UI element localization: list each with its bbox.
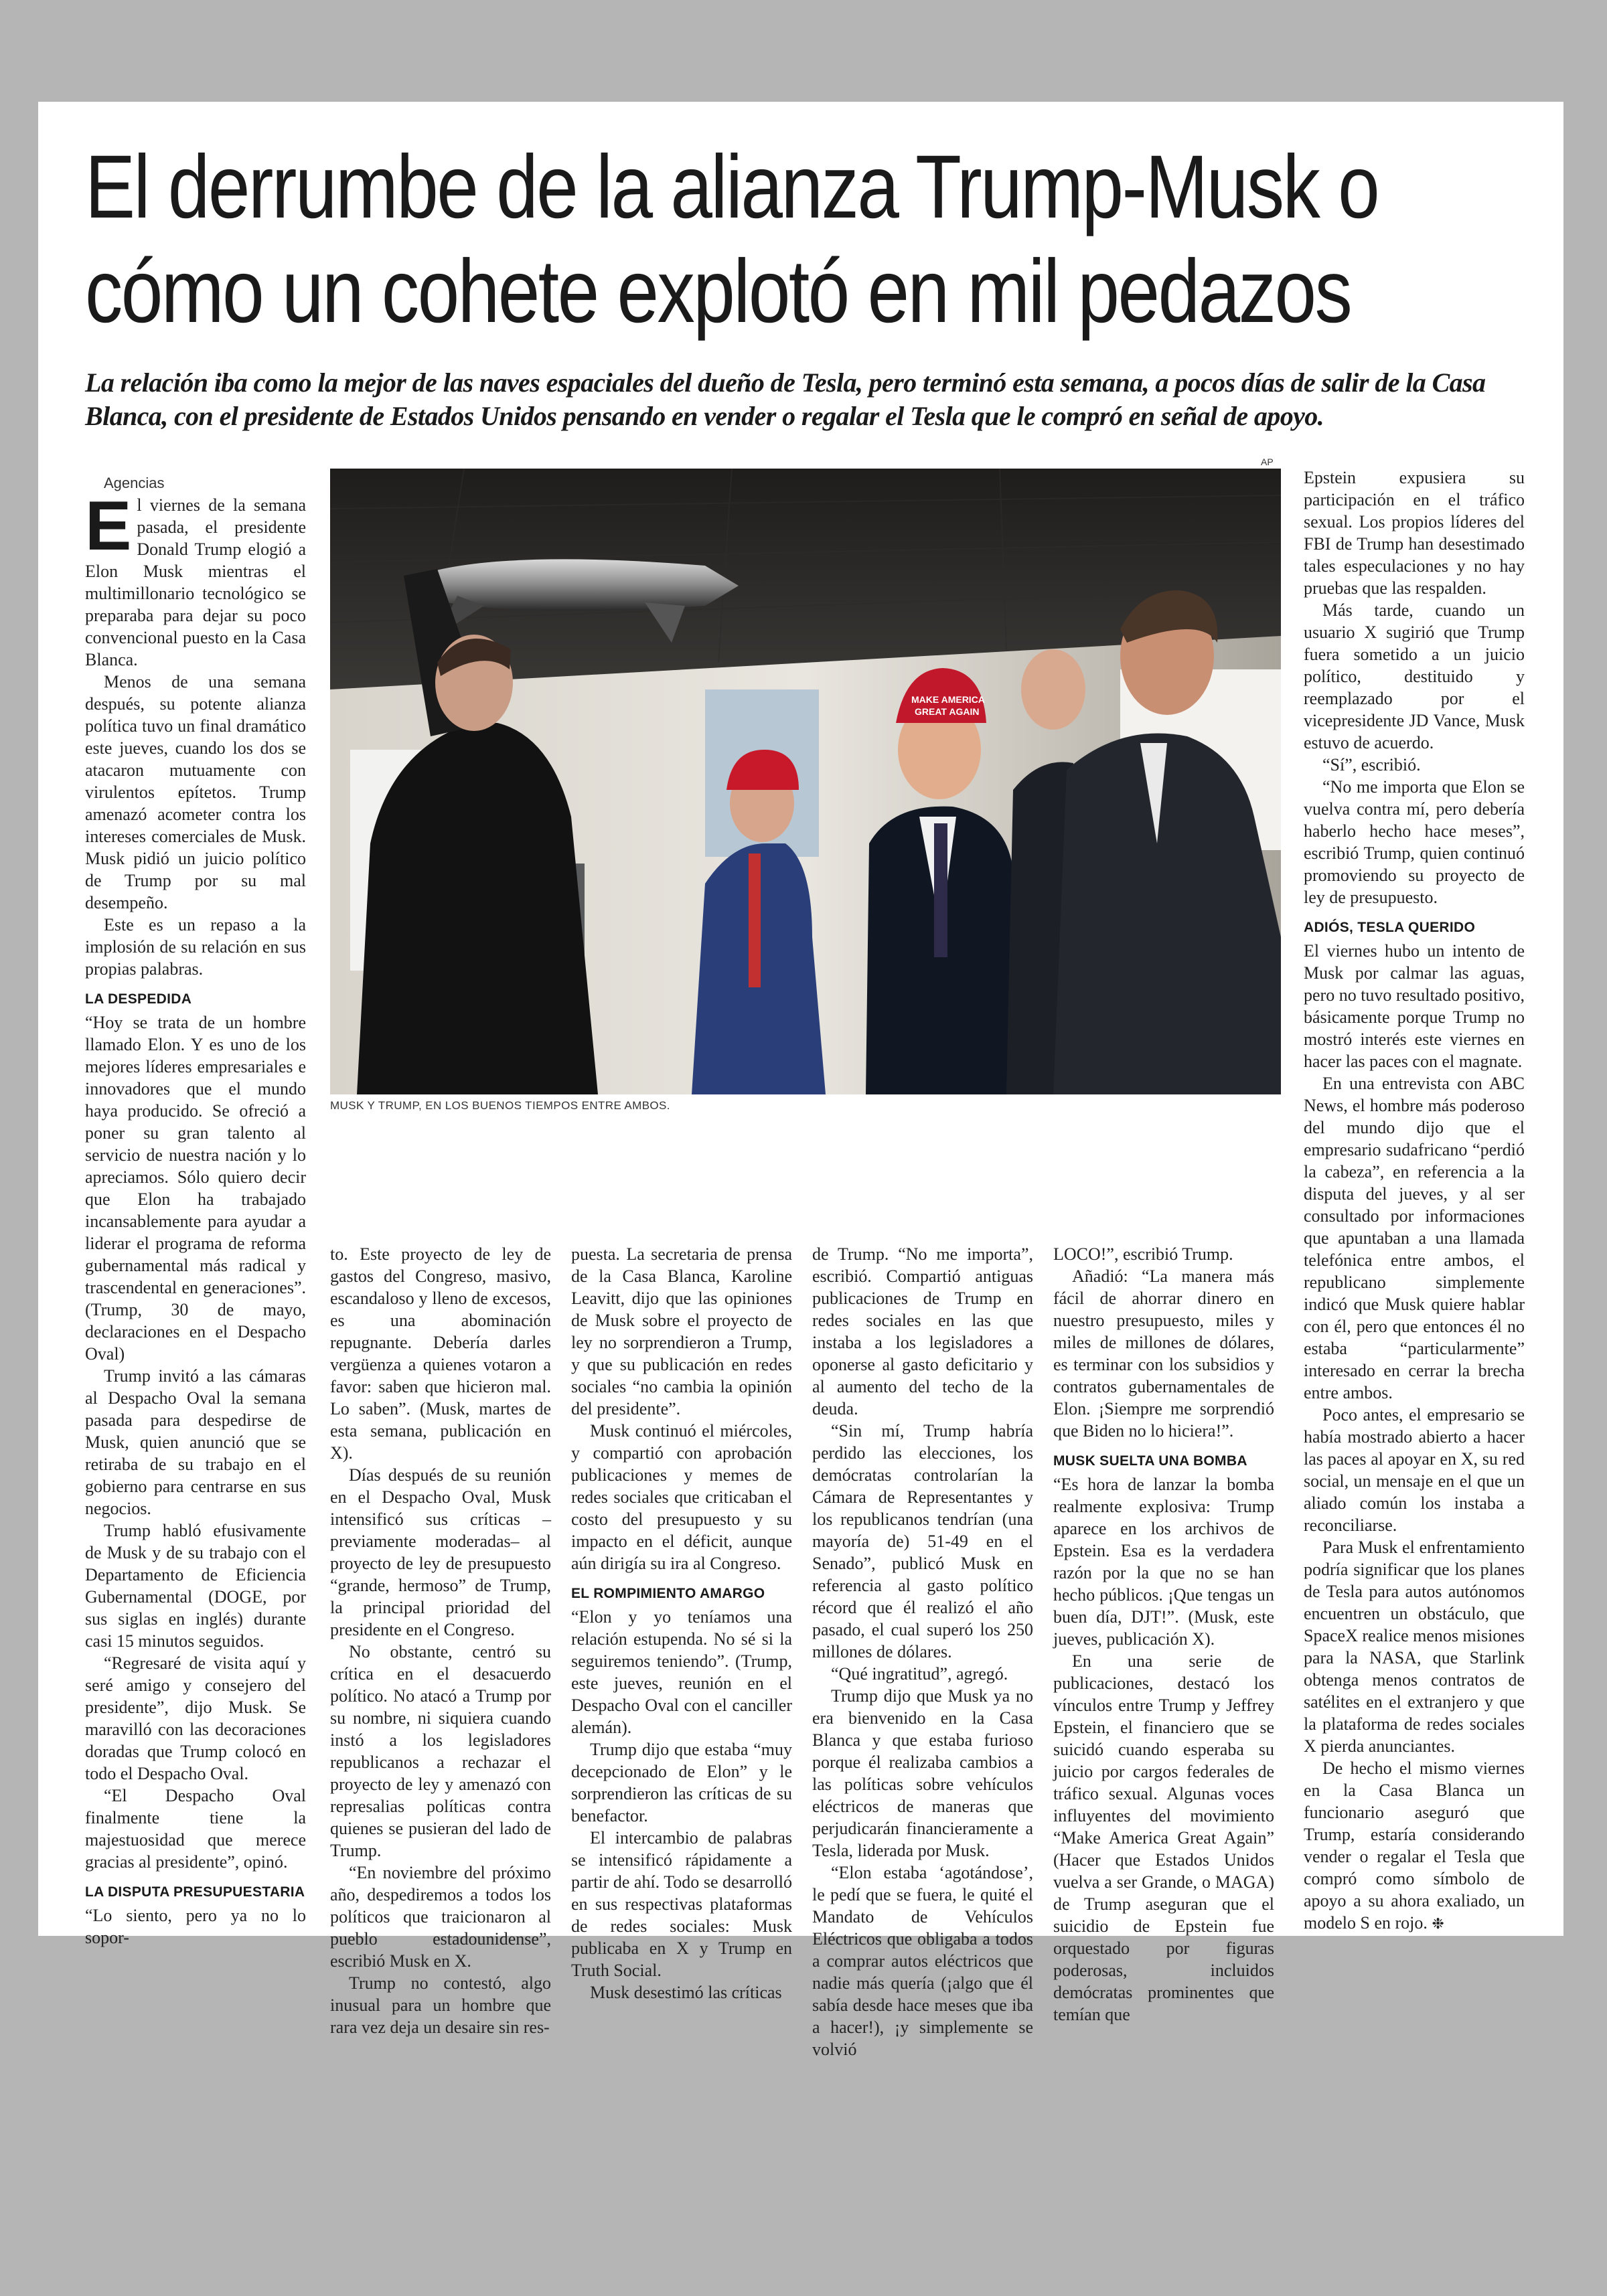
photo-credit: AP bbox=[1261, 457, 1274, 467]
paragraph: Musk continuó el miércoles, y compartió con aprobación publicaciones y memes de redes sociales que criticaban el costo del presupuesto y su impacto en el déficit, aunque aún dirigía su ira al Congreso. bbox=[571, 1421, 792, 1573]
paragraph: “Qué ingratitud”, agregó. bbox=[831, 1664, 1008, 1684]
headline-line-1: El derrumbe de la alianza Trump-Musk o bbox=[85, 137, 1379, 237]
drop-cap: E bbox=[85, 487, 132, 565]
paragraph: Poco antes, el empresario se había mostrado abierto a hacer las paces al apoyar en X, su red social, un mensaje en el que un aliado común los instaba a reconciliarse. bbox=[1304, 1405, 1525, 1535]
paragraph: Trump habló efusivamente de Musk y de su trabajo con el Departamento de Eficiencia Gubernamental (DOGE, por sus siglas en inglés) durante casi 15 minutos seguidos. bbox=[85, 1521, 306, 1651]
paragraph: Musk desestimó las críticas bbox=[590, 1983, 782, 2002]
paragraph: “Regresaré de visita aquí y seré amigo y consejero del presidente”, dijo Musk. Se maravilló con las decoraciones doradas que Trump colocó en todo el Despacho Oval. bbox=[85, 1653, 306, 1783]
cap-text-1: MAKE AMERICA bbox=[911, 694, 985, 705]
paragraph: Epstein expusiera su participación en el tráfico sexual. Los propios líderes del FBI de Trump han desestimado tales especulaciones y no hay pruebas que las respalden. bbox=[1304, 468, 1525, 598]
paragraph: Trump dijo que Musk ya no era bienvenido en la Casa Blanca y que estaba furioso porque él realizaba cambios a las políticas sobre vehículos eléctricos de maneras que perjudicarán financieramente a Tesla, liderada por Musk. bbox=[812, 1686, 1033, 1860]
news-photo bbox=[330, 469, 1281, 1094]
cap-text-2: GREAT AGAIN bbox=[915, 706, 980, 717]
deck-subtitle: La relación iba como la mejor de las naves espaciales del dueño de Tesla, pero terminó esta semana, a pocos días de salir de la Casa Blanca, con el presidente de Estados Unidos pensando en vender o regalar el Tesla que le compró en señal de apoyo. bbox=[85, 367, 1486, 431]
paragraph: El viernes de la semana pasada, el presidente Donald Trump elogió a Elon Musk mientras el multimillonario tecnológico se preparaba para dejar su poco convencional puesto en la Casa Blanca. bbox=[85, 487, 306, 669]
paragraph: “Elon estaba ‘agotándose’, le pedí que se fuera, le quité el Mandato de Vehículos Eléctricos que obligaba a todos a comprar autos eléctricos que nadie más quería (¡algo que él sabía desde hace meses que iba a hacer!), ¡y simplemente se volvió bbox=[812, 1863, 1033, 2059]
paragraph: No obstante, centró su crítica en el desacuerdo político. No atacó a Trump por su nombre, ni siquiera cuando instó a los legisladores republicanos a rechazar el proyecto de ley y amenazó con represalias políticas contra quienes se pusieran del lado de Trump. bbox=[330, 1642, 551, 1860]
section-heading: MUSK SUELTA UNA BOMBA bbox=[1053, 1453, 1247, 1469]
paragraph: to. Este proyecto de ley de gastos del Congreso, masivo, escandaloso y lleno de excesos, es una abominación repugnante. Debería darles vergüenza a quienes votaron a favor: saben que hicieron mal. Lo saben”. (Musk, martes de esta semana, publicación en X). bbox=[330, 1244, 551, 1463]
paragraph: Trump dijo que estaba “muy decepcionado de Elon” y le sorprendieron las críticas de su benefactor. bbox=[571, 1740, 792, 1825]
paragraph: Días después de su reunión en el Despacho Oval, Musk intensificó sus críticas –previamente moderadas– al proyecto de ley de presupuesto “grande, hermoso” de Trump, la principal prioridad del presidente en el Congreso. bbox=[330, 1465, 551, 1639]
column-5 bbox=[1053, 1243, 1274, 2026]
paragraph: de Trump. “No me importa”, escribió. Compartió antiguas publicaciones de Trump en redes sociales en las que instaba a los legisladores a oponerse al gasto deficitario y al aumento del techo de la deuda. bbox=[812, 1244, 1033, 1418]
column-6 bbox=[1304, 467, 1525, 1935]
photo-caption: MUSK Y TRUMP, EN LOS BUENOS TIEMPOS ENTRE AMBOS. bbox=[330, 1099, 670, 1112]
paragraph: “Sí”, escribió. bbox=[1322, 755, 1421, 774]
column-2 bbox=[330, 1243, 551, 2038]
section-heading: ADIÓS, TESLA QUERIDO bbox=[1304, 920, 1476, 935]
paragraph: Añadió: “La manera más fácil de ahorrar dinero en nuestro presupuesto, miles y miles de millones de dólares, es terminar con los subsidios y contratos gubernamentales de Elon. ¡Siempre me sorprendió que Biden no lo hiciera!”. bbox=[1053, 1266, 1274, 1441]
paragraph: “Hoy se trata de un hombre llamado Elon. Y es uno de los mejores líderes empresariales e innovadores que el mundo haya producido. Se ofreció a poner su gran talento al servicio de nuestra nación y lo apreciamos. Sólo quiero decir que Elon ha trabajado incansablemente para ayudar a liderar el programa de reforma gubernamental más radical y trascendental en generaciones”. (Trump, 30 de mayo, declaraciones en el Despacho Oval) bbox=[85, 1013, 306, 1364]
paragraph: Para Musk el enfrentamiento podría significar que los planes de Tesla para autos autónomos encuentren un obstáculo, que SpaceX realice menos misiones para la NASA, que Starlink obtenga menos contratos de satélites en el extranjero y que la plataforma de redes sociales X pierda anunciantes. bbox=[1304, 1538, 1525, 1756]
paragraph: Menos de una semana después, su potente alianza política tuvo un final dramático este jueves, cuando los dos se atacaron mutuamente con virulentos epítetos. Trump amenazó acometer contra los intereses comerciales de Musk. Musk pidió un juicio político de Trump por su mal desempeño. bbox=[85, 672, 306, 912]
paragraph: Más tarde, cuando un usuario X sugirió que Trump fuera sometido a un juicio político, destituido y reemplazado por el vicepresidente JD Vance, Musk estuvo de acuerdo. bbox=[1304, 600, 1525, 752]
paragraph: En una serie de publicaciones, destacó los vínculos entre Trump y Jeffrey Epstein, el financiero que se suicidó cuando esperaba su juicio por cargos federales de tráfico sexual. Algunas voces influyentes del movimiento “Make America Great Again” (Hacer que Estados Unidos vuelva a ser Grande, o MAGA) de Trump aseguran que el suicidio de Epstein fue orquestado por figuras poderosas, incluidos demócratas prominentes que temían que bbox=[1053, 1651, 1274, 2024]
paragraph: “No me importa que Elon se vuelva contra mí, pero debería haberlo hecho hace meses”, escribió Trump, quien continuó promoviendo su proyecto de ley de presupuesto. bbox=[1304, 777, 1525, 907]
column-1 bbox=[85, 472, 306, 1949]
section-heading: LA DISPUTA PRESUPUESTARIA bbox=[85, 1884, 305, 1900]
paragraph: “El Despacho Oval finalmente tiene la majestuosidad que merece gracias al presidente”, opinó. bbox=[85, 1786, 306, 1872]
paragraph: “Elon y yo teníamos una relación estupenda. No sé si la seguiremos teniendo”. (Trump, este jueves, reunión en el Despacho Oval con el canciller alemán). bbox=[571, 1607, 792, 1737]
newspaper-page bbox=[38, 102, 1563, 2059]
paragraph: puesta. La secretaria de prensa de la Casa Blanca, Karoline Leavitt, dijo que las opiniones de Musk sobre el proyecto de ley no sorprendieron a Trump, y que su publicación en redes sociales “no cambia la opinión del presidente”. bbox=[571, 1244, 792, 1418]
paragraph: “En noviembre del próximo año, despediremos a todos los políticos que traicionaron al pueblo estadounidense”, escribió Musk en X. bbox=[330, 1863, 551, 1971]
paragraph: “Sin mí, Trump habría perdido las elecciones, los demócratas controlarían la Cámara de Representantes y los republicanos tendrían (una mayoría de) 51-49 en el Senado”, publicó Musk en referencia al gasto político récord que él realizó el año pasado, el cual superó los 250 millones de dólares. bbox=[812, 1421, 1033, 1661]
headline bbox=[85, 135, 1379, 344]
paragraph: Este es un repaso a la implosión de su relación en sus propias palabras. bbox=[85, 915, 306, 979]
paragraph: Trump invitó a las cámaras al Despacho Oval la semana pasada para despedirse de Musk, quien anunció que se retiraba de su trabajo en el gobierno para centrarse en sus negocios. bbox=[85, 1366, 306, 1518]
section-heading: LA DESPEDIDA bbox=[85, 991, 192, 1007]
paragraph: En una entrevista con ABC News, el hombre más poderoso del mundo dijo que el empresario sudafricano “perdió la cabeza”, en referencia a la disputa del jueves, y al ser consultado por informaciones que apuntaban a una llamada telefónica entre ambos, el republicano simplemente indicó que Musk quiere hablar con él, pero que entonces él no estaba “particularmente” interesado en cerrar la brecha entre ambos. bbox=[1304, 1074, 1525, 1402]
headline-line-2: cómo un cohete explotó en mil pedazos bbox=[85, 242, 1351, 341]
paragraph: “Lo siento, pero ya no lo sopor- bbox=[85, 1906, 306, 1947]
column-4 bbox=[812, 1243, 1033, 2060]
paragraph: El viernes hubo un intento de Musk por calmar las aguas, pero no tuvo resultado positivo, básicamente porque Trump no mostró interés este viernes en hacer las paces con el magnate. bbox=[1304, 941, 1525, 1071]
paragraph: El intercambio de palabras se intensificó rápidamente a partir de ahí. Todo se desarrolló en sus respectivas plataformas de redes sociales: Musk publicaba en X y Trump en Truth Social. bbox=[571, 1828, 792, 1980]
section-heading: EL ROMPIMIENTO AMARGO bbox=[571, 1586, 765, 1601]
photo-illustration bbox=[330, 469, 1281, 1094]
paragraph: “Es hora de lanzar la bomba realmente explosiva: Trump aparece en los archivos de Epstein. Esa es la verdadera razón por la que no se han hecho públicos. ¡Que tengas un buen día, DJT!”. (Musk, este jueves, publicación X). bbox=[1053, 1475, 1274, 1649]
byline: Agencias bbox=[104, 475, 165, 491]
paragraph: De hecho el mismo viernes en la Casa Blanca un funcionario aseguró que Trump, estaría considerando vender o regalar el Tesla que compró como símbolo de apoyo a su ahora exaliado, un modelo S en rojo. ❉ bbox=[1304, 1758, 1525, 1933]
paragraph: LOCO!”, escribió Trump. bbox=[1053, 1244, 1233, 1264]
paragraph: Trump no contestó, algo inusual para un hombre que rara vez deja un desaire sin res- bbox=[330, 1973, 551, 2037]
end-mark-icon: ❉ bbox=[1432, 1916, 1444, 1933]
column-3 bbox=[571, 1243, 792, 2003]
